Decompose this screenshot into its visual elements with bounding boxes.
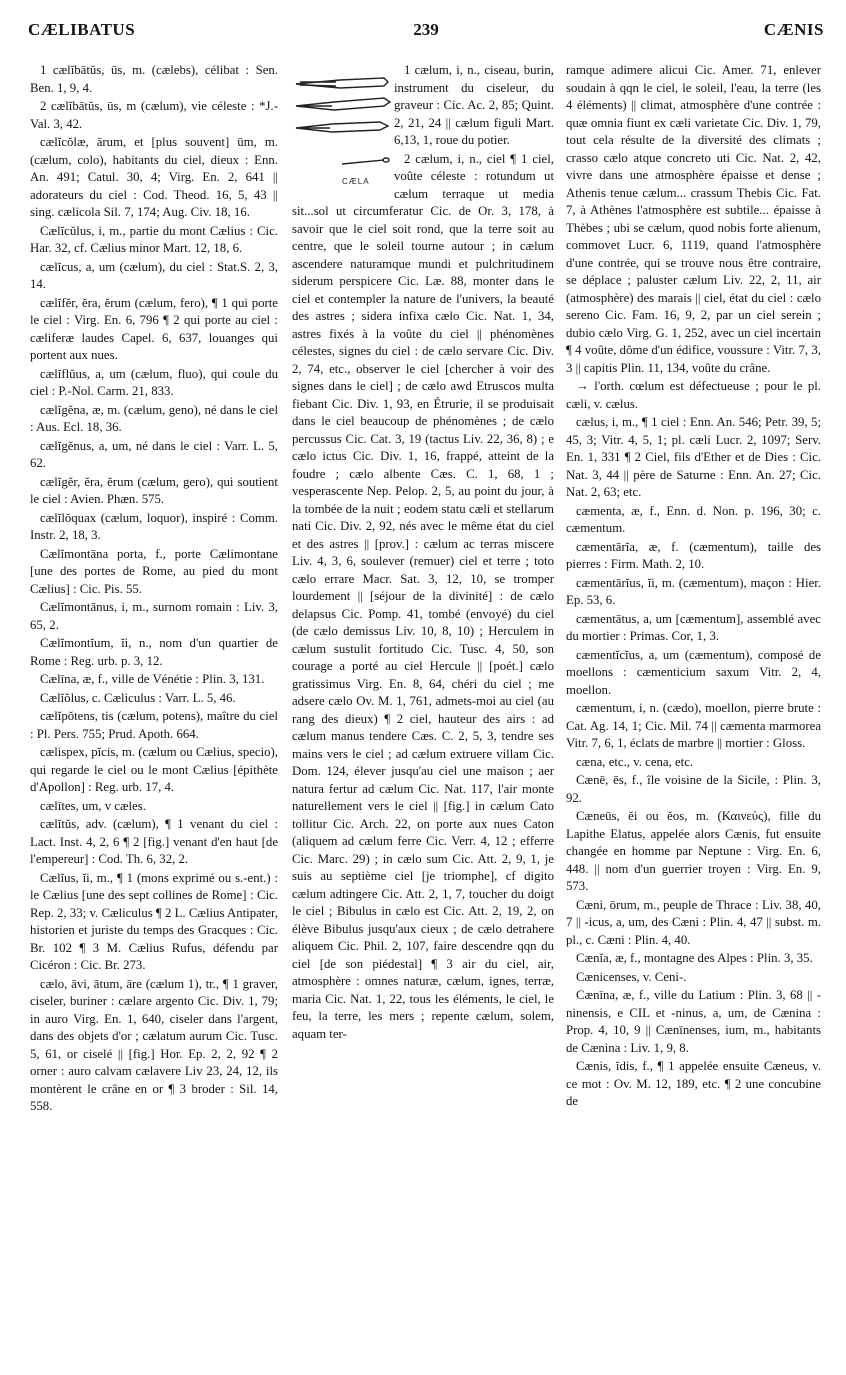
entry-caelina: Cælīna, æ, f., ville de Vénétie : Plin. 3, 131. <box>40 672 265 686</box>
column-3 <box>566 62 821 1365</box>
entry-caelifluus: cælĭflŭus, a, um (cælum, fluo), qui coule du ciel : P.-Nol. Carm. 21, 833. <box>30 366 278 398</box>
entry-caeligena: cælĭgĕna, æ, m. (cælum, geno), né dans le ciel : Aus. Ecl. 18, 36. <box>30 402 278 434</box>
entry-caelimontanus: Cælĭmontānus, i, m., surnom romain : Liv. 3, 65, 2. <box>30 600 278 632</box>
entry-caementa: cæmenta, æ, f., Enn. d. Non. p. 196, 30; c. cæmentum. <box>566 503 821 535</box>
column-2 <box>292 62 554 1365</box>
entry-caelibatus-1: 1 cælĭbātŭs, ūs, m. (cælebs), célibat : Sen. Ben. 1, 9, 4. <box>30 63 278 95</box>
entry-caementaria: cæmentārĭa, æ, f. (cæmentum), taille des pierres : Firm. Math. 2, 10. <box>566 539 821 571</box>
page-header <box>28 20 824 50</box>
entry-caelum-1: 1 cælum, i, n., ciseau, burin, instrument du ciseleur, du graveur : Cic. Ac. 2, 85; Quint. 2, 21, 24 || cælum figuli Mart. 6,13, 1, roue du potier. <box>394 63 554 147</box>
entry-caementum: cæmentum, i, n. (cædo), moellon, pierre brute : Cat. Ag. 14, 1; Cic. Mil. 74 || cæmenta marmorea Vitr. 7, 6, 1, éclats de marbre || mortier : Gloss. <box>566 701 821 750</box>
entry-caeligenus: cælĭgĕnus, a, um, né dans le ciel : Varr. L. 5, 62. <box>30 438 278 470</box>
entry-caelius: Cælĭus, ĭi, m., ¶ 1 (mons exprimé ou s.-ent.) : le Cælius [une des sept collines de Rome] : Cic. Rep. 2, 33; v. Cæliculus ¶ 2 L. Cælius Antipater, historien et juriste du temps des Gracques : Cic. Br. 102 ¶ 3 M. Cælius Rufus, défendu par Cicéron : Cic. Br. 273. <box>30 870 278 972</box>
entry-caelifer: cælĭfĕr, ĕra, ĕrum (cælum, fero), ¶ 1 qui porte le ciel : Virg. En. 6, 796 ¶ 2 qui porte au ciel : cæliferæ laudes Capel. 6, 637, louanges qui portent aux nues. <box>30 295 278 362</box>
entry-caementatus: cæmentātus, a, um [cæmentum], assemblé avec du mortier : Primas. Cor, 1, 3. <box>566 611 821 643</box>
entry-caelibatus-2: 2 cælĭbātŭs, ūs, m (cælum), vie céleste : *J.-Val. 3, 42. <box>30 99 278 131</box>
entry-caementicius: cæmentĭcĭus, a, um (cæmentum), composé de moellons : cæmenticium saxum Vitr. 2, 4, moellon. <box>566 647 821 697</box>
entry-caeneus: Cæneūs, ĕi ou ĕos, m. (Καινεύς), fille du Lapithe Elatus, appelée alors Cænis, fut ensuite changée en homme par Neptune : Virg. En. 6, 448. || nom d'un guerrier troyen : Virg. En. 9, 573. <box>566 809 821 893</box>
entry-caelispex: cælispex, pĭcis, m. (cælum ou Cælius, specio), qui regarde le ciel ou le mont Cælius [épithète d'Apollon] : Reg. urb. 17, 4. <box>30 745 278 794</box>
entry-caelitus: cælĭtŭs, adv. (cælum), ¶ 1 venant du ciel : Lact. Inst. 4, 2, 6 ¶ 2 [fig.] venant d'en haut [de l'empereur] : Cod. Th. 6, 32, 2. <box>30 817 278 866</box>
entry-caeliloquax: cælĭlŏquax (cælum, loquor), inspiré : Comm. Instr. 2, 18, 3. <box>30 510 278 542</box>
entry-caenicenses: Cænicenses, v. Ceni-. <box>576 969 687 984</box>
entry-caelimontium: Cælĭmontĭum, ĭi, n., nom d'un quartier de Rome : Reg. urb. p. 3, 12. <box>30 636 278 668</box>
page-number: 239 <box>413 20 439 39</box>
entry-caena: cæna, etc., v. cena, etc. <box>576 754 694 769</box>
figure-label: CÆLA <box>342 177 370 186</box>
entry-caelimontana-porta: Cælĭmontāna porta, f., porte Cælimontane [une des portes de Rome, au pied du mont Cælius] : Cic. Pis. 55. <box>30 546 278 596</box>
entry-caelipotens: cælĭpŏtens, tis (cælum, potens), maître du ciel : Pl. Pers. 755; Prud. Apoth. 664. <box>30 709 278 741</box>
note-orthography: → l'orth. cœlum est défectueuse ; pour le pl. cæli, v. cælus. <box>566 379 821 411</box>
chisel-figure <box>292 62 392 190</box>
entry-caelicolae: cælĭcŏlæ, ārum, et [plus souvent] ūm, m. (cælum, colo), habitants du ciel, dieux : Enn. An. 491; Catul. 30, 4; Virg. En. 2, 641 || adorateurs du ciel : Cod. Theod. 16, 5, 43 || sing. cælicola Sil. 7, 174; Aug. Civ. 18, 16. <box>30 135 278 219</box>
entry-caenia: Cænĭa, æ, f., montagne des Alpes : Plin. 3, 35. <box>576 951 813 965</box>
column-1 <box>30 62 278 1365</box>
entry-caelum-2: 2 cælum, i, n., ciel ¶ 1 ciel, voûte céleste : rotundum ut cælum terraque ut media sit...sol ut circumferatur Cic. de Or. 3, 178, à savoir que le ciel soit rond, que la terre soit au centre, que le soleil tourne autour ; in cælum ascendere naturamque mundi et pulchritudinem siderum perspicere Cic. Læ. 88, monter dans le ciel et contempler la nature de l'univers, la beauté des astres ; sidera infixa cælo Cic. Nat. 1, 34, astres fixés à la voûte du ciel || phénomènes célestes, signes du ciel : de cælo servare Cic. Div. 2, 74, etc., observer le ciel [chercher à voir des signes dans le ciel] ; de cælo awd Etruscos multa fiebant Cic. Div. 1, 93, en Étrurie, il se produisait dans le ciel beaucoup de phénomènes ; de cælo percussus Cic. Cat. 3, 19 (tactus Liv. 22, 36, 8) ; e cælo ictus Cic. Div. 1, 16, frappé, atteint de la foudre ; cælo albente Cæs. C. 1, 68, 1 ; vesperascente Nep. Pelop. 2, 5, au point du jour, à la tombée de la nuit ; eodem statu cæli et stellarum nati Cic. Div. 2, 92, nés avec le même état du ciel et des astres || [prov.] : cælum ac terras miscere Liv. 4, 3, 6, soulever (remuer) ciel et terre ; toto cælo errare Macr. Sat. 3, 12, 10, se tromper lourdement || [séjour de la divinité] : de cælo delapsus Cic. Pomp. 41, tombé (envoyé) du ciel (de cælo demissus Liv. 10, 8, 10) ; Herculem in cælum sustulit fortitudo Cic. Tusc. 4, 50, son courage a porté au ciel Hercule || [poét.] cælo gratissimus Virg. En. 8, 64, chéri du ciel ; me adsere cælo Ov. M. 1, 761, admets-moi au ciel (au rang des dieux) ¶ 2 ciel, hauteur des airs : ad cælum manus tendere Cæs. C. 2, 5, 3, tendre ses mains vers le ciel ; ad cælum extruere villam Cic. Dom. 124, élever jusqu'au ciel une maison ; aer natura fertur ad cælum Cic. Nat. 117, l'air monte naturellement vers le ciel || [fig.] in cælum Cato tollitur Cic. Arch. 22, on porte aux nues Caton (aliquem ad cælum ferre Cic. Verr. 4, 12 ; efferre Cic. Marc. 29) ; in cælo sum Cic. Att. 2, 9, 1, je suis au septième ciel [je triomphe], cf digito cælum adtingere Cic. Att. 2, 1, 7, toucher du doigt le ciel ; Bibulus in cælo est Cic. Att. 2, 19, 2, on élève Bibulus jusqu'aux cieux ; de cælo detrahere aliquem Cic. Phil. 2, 107, faire descendre qqn du ciel [de son piédestal] ¶ 3 air du ciel, air, atmosphère : omnes naturæ, cælum, ignes, terræ, maria Cic. Nat. 1, 22, tous les éléments, le ciel, le feu, la terre, les mers ; repente cælum, solem, aquam ter- <box>292 151 554 1041</box>
running-head-left: CÆLIBATUS <box>28 20 136 39</box>
entry-caeni: Cæni, ōrum, m., peuple de Thrace : Liv. 38, 40, 7 || -icus, a, um, des Cæni : Plin. 4, 47 || subst. m. pl., c. Cæni : Plin. 4, 40. <box>566 897 821 947</box>
entry-caelus: cælus, i, m., ¶ 1 ciel : Enn. An. 546; Petr. 39, 5; 45, 3; Vitr. 4, 5, 1; pl. cæli Lucr. 2, 1097; Serv. En. 1, 331 ¶ 2 Ciel, fils d'Ether et de Dies : Cic. Nat. 3, 44 || père de Saturne : Enn. An. 27; Cic. Nat. 2, 63; etc. <box>566 415 821 499</box>
entry-caeliolus: Cælĭŏlus, c. Cæliculus : Varr. L. 5, 46. <box>40 690 236 705</box>
chisel-illustration <box>292 62 392 190</box>
entry-caeliculus: Cælĭcŭlus, i, m., partie du mont Cælius : Cic. Har. 32, cf. Cælius minor Mart. 12, 18, 6. <box>30 223 278 255</box>
entry-caelicus: cælĭcus, a, um (cælum), du ciel : Stat.S. 2, 3, 14. <box>30 259 278 291</box>
entry-caelo: cælo, āvi, ātum, āre (cælum 1), tr., ¶ 1 graver, ciseler, buriner : cælare argento Cic. Div. 1, 79; in auro Virg. En. 1, 640, ciseler dans l'argent, dans des objets d'or ; cælatum aurum Cic. Tusc. 5, 61, or ciselé || [fig.] Hor. Ep. 2, 2, 92 ¶ 2 orner : auro calvam cælavere Liv 23, 24, 12, ils montèrent le crâne en or ¶ 3 broder : Sil. 14, 558. <box>30 976 278 1113</box>
entry-caementarius: cæmentārĭus, ĭi, m. (cæmentum), maçon : Hier. Ep. 53, 6. <box>566 575 821 607</box>
entry-caenina: Cænīna, æ, f., ville du Latium : Plin. 3, 68 || -ninensis, e CIL et -ninus, a, um, de Cænina : Prop. 4, 10, 9 || Cænīnenses, ium, m., habitants de Cænina : Liv. 1, 9, 8. <box>566 988 821 1055</box>
entry-caenis: Cænis, ĭdis, f., ¶ 1 appelée ensuite Cæneus, v. ce mot : Ov. M. 12, 189, etc. ¶ 2 une concubine de <box>566 1059 821 1108</box>
entry-caelum-2-continued: ramque adimere alicui Cic. Amer. 71, enlever soudain à qqn le ciel, le soleil, l'eau, la terre (les 4 éléments) || climat, atmosphère d'une contrée : quæ omnia fiunt ex cæli varietate Cic. Div. 1, 79, tout cela résulte de la diversité des climats ; crasso cælo atque concreto uti Cic. Nat. 2, 42, vivre dans une atmosphère épaisse et dense ; Athenis tenue cælum... crassum Thebis Cic. Fat. 7, à Athènes l'atmosphère est subtile... épaisse à Thèbes ; ubi se cælum, quod nobis forte alienum, commovet Lucr. 6, 1119, quand l'atmosphère d'une contrée, qui se trouve nous être contraire, se déplace ; paluster cælum Liv. 22, 2, 11, air (atmosphère) des marais || ciel, état du ciel : cælo sereno Cic. Fam. 16, 9, 2, par un ciel serein ; dubio cælo Virg. G. 1, 252, avec un ciel incertain ¶ 4 voûte, dôme d'un édifice, voussure : Vitr. 7, 3, 3 || capitis Plin. 11, 134, voûte du crâne. <box>566 63 821 375</box>
entry-caelites: cælītes, um, v cæles. <box>40 798 146 813</box>
running-head-right: CÆNIS <box>763 20 824 39</box>
entry-caene: Cænē, ēs, f., île voisine de la Sicile, : Plin. 3, 92. <box>566 773 821 805</box>
entry-caeliger: cælĭgĕr, ĕra, ĕrum (cælum, gero), qui soutient le ciel : Avien. Phæn. 575. <box>30 474 278 506</box>
